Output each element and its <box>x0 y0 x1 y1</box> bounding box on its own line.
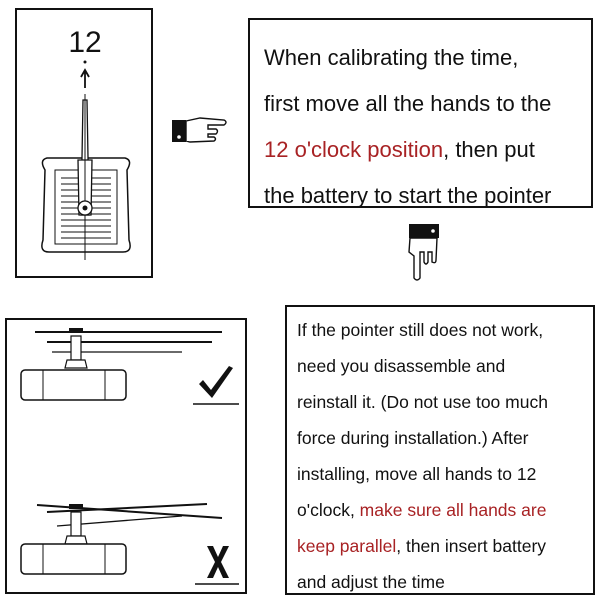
parallel-hands-correct <box>21 328 222 400</box>
pointing-right-hand-icon <box>170 110 230 150</box>
instruction-2-line-7 <box>287 528 593 564</box>
clock-12-label: 12 <box>68 26 102 59</box>
instruction-2-line-3: reinstall it. (Do not use too much <box>297 392 548 412</box>
comparison-diagram <box>7 320 245 592</box>
instruction-2-line-8: and adjust the time <box>297 572 445 592</box>
instruction-1-line-3 <box>250 127 591 173</box>
highlight-hands-parallel-2: keep parallel <box>297 536 397 556</box>
non-parallel-hands-wrong <box>21 504 222 574</box>
instruction-1-line-3-rest: , then put <box>443 137 535 162</box>
check-mark-icon <box>199 366 233 398</box>
instruction-1-line-4: the battery to start the pointer <box>264 183 552 208</box>
clock-at-12-panel <box>15 8 153 278</box>
instruction-box-2 <box>285 305 595 595</box>
highlight-12-oclock: 12 o'clock position <box>264 137 444 162</box>
instruction-2-line-1: If the pointer still does not work, <box>297 320 544 340</box>
instruction-1-line-2: first move all the hands to the <box>264 91 552 116</box>
x-mark-icon <box>207 546 229 578</box>
instruction-2-line-6 <box>287 492 593 528</box>
instruction-2-line-4: force during installation.) After <box>297 428 529 448</box>
arrow-up-icon <box>81 70 89 88</box>
instruction-1-line-1: When calibrating the time, <box>264 45 519 70</box>
instruction-2-line-2: need you disassemble and <box>297 356 506 376</box>
installation-comparison-panel <box>5 318 247 594</box>
instruction-2-line-6-start: o'clock, <box>297 500 360 520</box>
instruction-box-1 <box>248 18 593 208</box>
highlight-hands-parallel-1: make sure all hands are <box>359 500 547 520</box>
clock-movement-diagram <box>17 10 151 276</box>
instruction-2-line-5: installing, move all hands to 12 <box>297 464 537 484</box>
pointing-down-hand-icon <box>403 222 443 282</box>
instruction-2-line-7-rest: , then insert battery <box>396 536 547 556</box>
